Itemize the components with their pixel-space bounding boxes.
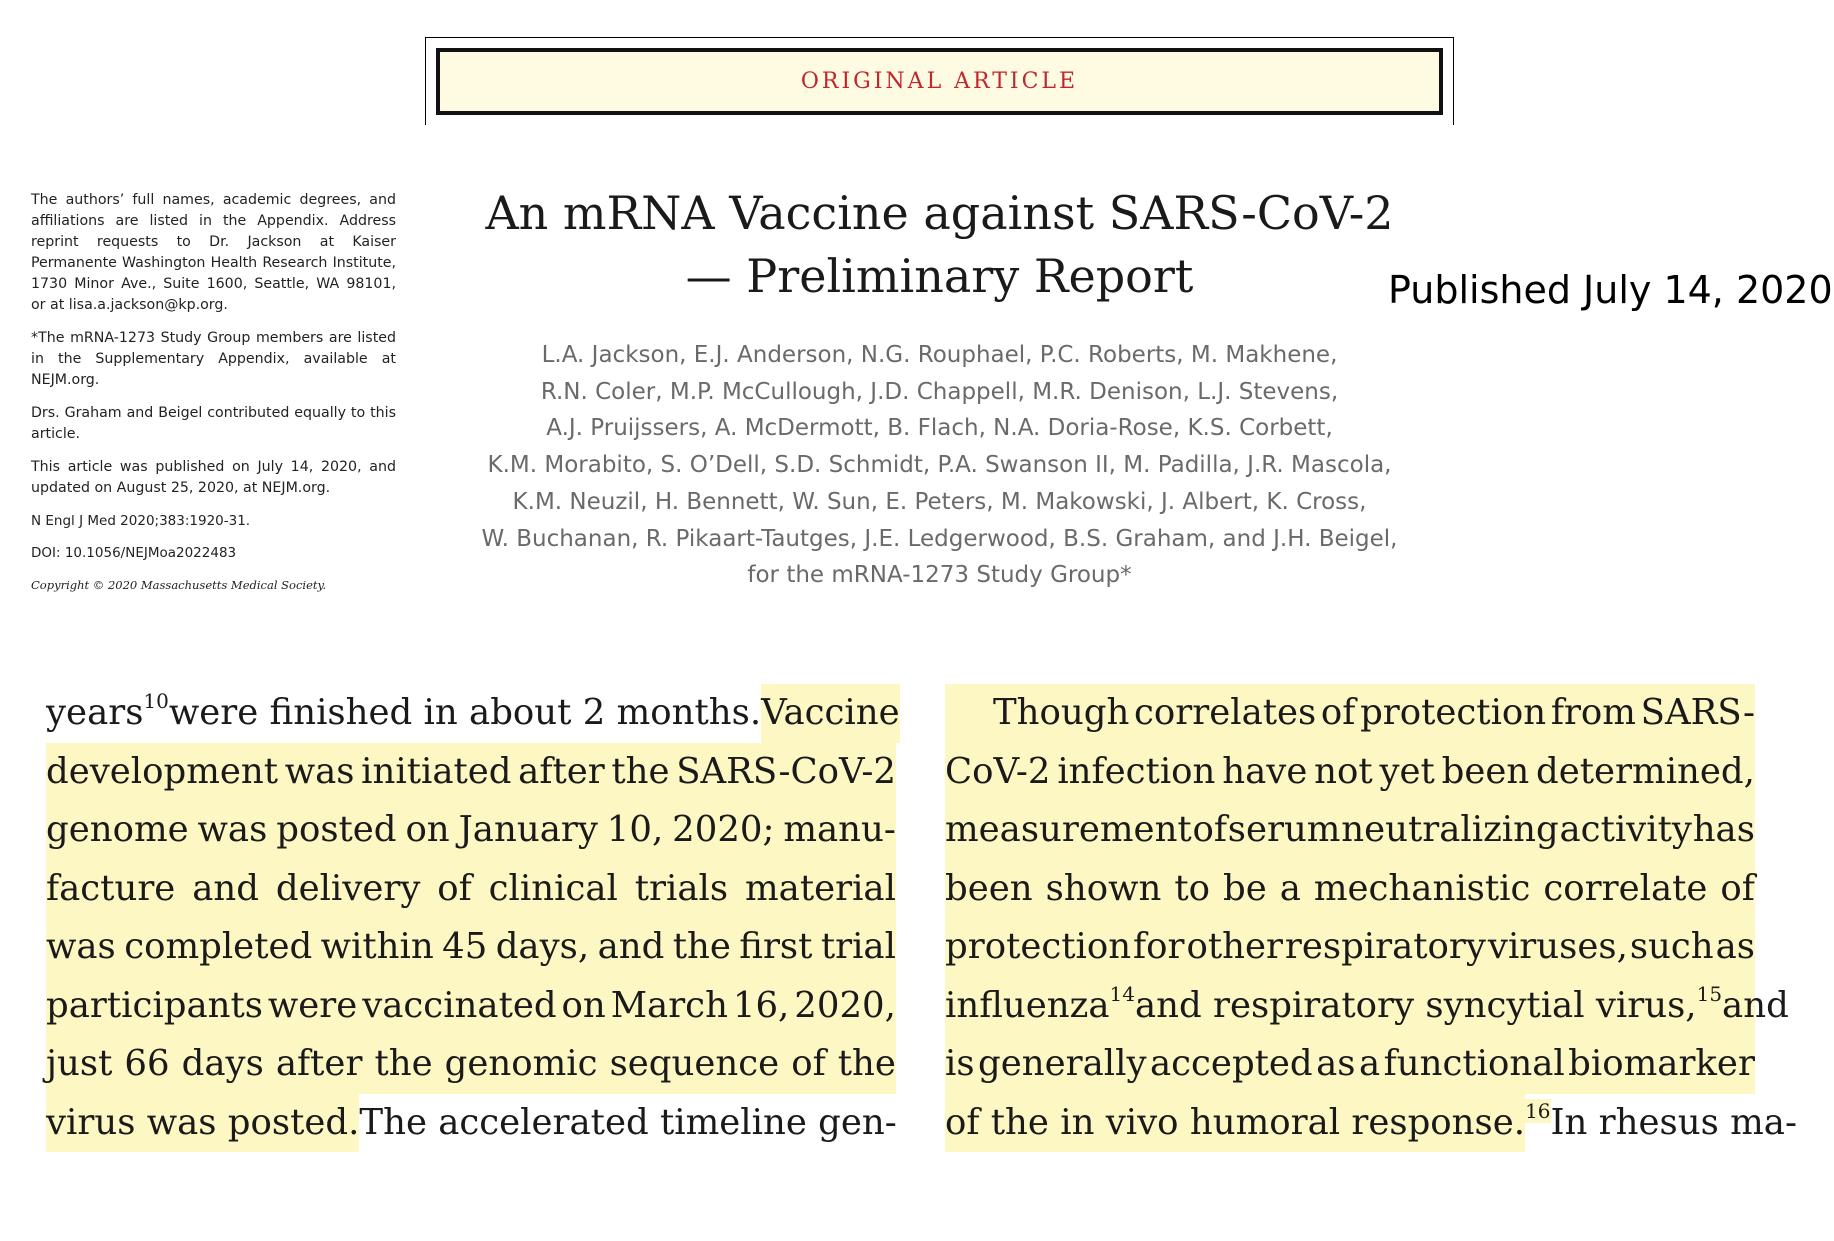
reference-number: 15: [1696, 981, 1723, 1006]
highlighted-text-line: Though correlates of protection from SARS-: [945, 684, 1755, 743]
highlighted-text: virus was posted.: [46, 1094, 359, 1153]
text-fragment: influenza$^{14}$and respiratory syncytial virus,$^{15}$and: [945, 981, 1789, 1026]
reference-number: 16: [1525, 1098, 1551, 1123]
text-line: [46, 684, 900, 743]
citation: N Engl J Med 2020;383:1920-31.: [31, 513, 251, 529]
author-line: for the mRNA-1273 Study Group*: [747, 562, 1132, 589]
highlighted-text-line: CoV-2 infection have not yet been determined,: [945, 743, 1755, 802]
highlighted-text-line: [945, 977, 1789, 1036]
highlighted-text-line: facture and delivery of clinical trials material: [46, 860, 896, 919]
highlighted-text-line: genome was posted on January 10, 2020; manu-: [46, 801, 896, 860]
doi: DOI: 10.1056/NEJMoa2022483: [31, 545, 237, 561]
study-group-note: *The mRNA-1273 Study Group members are listed in the Supplementary Appendix, available at NEJM.org.: [31, 330, 396, 388]
affiliation-note: The authors’ full names, academic degrees, and affiliations are listed in the Appendix. Address reprint requests to Dr. Jackson at Kaiser Permanente Washington Health Research Institute, 1730 Minor Ave., Suite 1600, Seattle, WA 98101, or at lisa.a.jackson@kp.org.: [31, 192, 396, 313]
article-title: [425, 182, 1454, 308]
text-fragment: of the in vivo humoral response.$^{16}$In rhesus ma-: [945, 1094, 1797, 1153]
article-type-box: [436, 48, 1443, 115]
highlighted-text-line: measurement of serum neutralizing activity has: [945, 801, 1755, 860]
article-type-banner: [425, 37, 1454, 125]
author-line: A.J. Pruijssers, A. McDermott, B. Flach, N.A. Doria-Rose, K.S. Corbett,: [546, 415, 1333, 442]
highlighted-text-line: protection for other respiratory viruses, such as: [945, 918, 1755, 977]
author-line: K.M. Neuzil, H. Bennett, W. Sun, E. Peters, M. Makowski, J. Albert, K. Cross,: [512, 488, 1367, 515]
published-date-label: Published July 14, 2020: [1388, 268, 1833, 312]
author-line: K.M. Morabito, S. O’Dell, S.D. Schmidt, P.A. Swanson II, M. Padilla, J.R. Mascola,: [487, 452, 1392, 479]
copyright: Copyright © 2020 Massachusetts Medical Society.: [31, 578, 327, 592]
text-line: [945, 1094, 1797, 1153]
excerpt-right-column: [945, 684, 1797, 1152]
highlighted-text-line: was completed within 45 days, and the first trial: [46, 918, 896, 977]
highlighted-text-line: just 66 days after the genomic sequence of the: [46, 1035, 896, 1094]
excerpt-left-column: [46, 684, 900, 1152]
highlighted-text-line: participants were vaccinated on March 16, 2020,: [46, 977, 896, 1036]
sidebar-notes: [31, 190, 396, 607]
author-line: W. Buchanan, R. Pikaart-Tautges, J.E. Ledgerwood, B.S. Graham, and J.H. Beigel,: [481, 525, 1398, 552]
highlighted-text-line: development was initiated after the SARS-CoV-2: [46, 743, 896, 802]
text-fragment: The accelerated timeline gen-: [359, 1101, 897, 1143]
highlighted-text: Vaccine: [761, 684, 900, 743]
text-fragment: years$^{10}$were finished in about 2 months.: [46, 689, 762, 733]
article-type-label: ORIGINAL ARTICLE: [800, 69, 1079, 94]
reference-number: 10: [143, 689, 169, 713]
equal-contribution-note: Drs. Graham and Beigel contributed equally to this article.: [31, 405, 396, 442]
author-list: [425, 337, 1454, 594]
highlighted-text-line: been shown to be a mechanistic correlate of: [945, 860, 1755, 919]
title-line-2: — Preliminary Report: [685, 249, 1194, 303]
reference-number: 14: [1109, 981, 1135, 1006]
publication-note: This article was published on July 14, 2020, and updated on August 25, 2020, at NEJM.org.: [31, 459, 396, 496]
title-line-1: An mRNA Vaccine against SARS-CoV-2: [485, 186, 1394, 240]
highlighted-text-line: is generally accepted as a functional biomarker: [945, 1035, 1755, 1094]
author-line: L.A. Jackson, E.J. Anderson, N.G. Rouphael, P.C. Roberts, M. Makhene,: [541, 342, 1338, 368]
text-line: [46, 1094, 896, 1153]
author-line: R.N. Coler, M.P. McCullough, J.D. Chappell, M.R. Denison, L.J. Stevens,: [540, 378, 1339, 405]
